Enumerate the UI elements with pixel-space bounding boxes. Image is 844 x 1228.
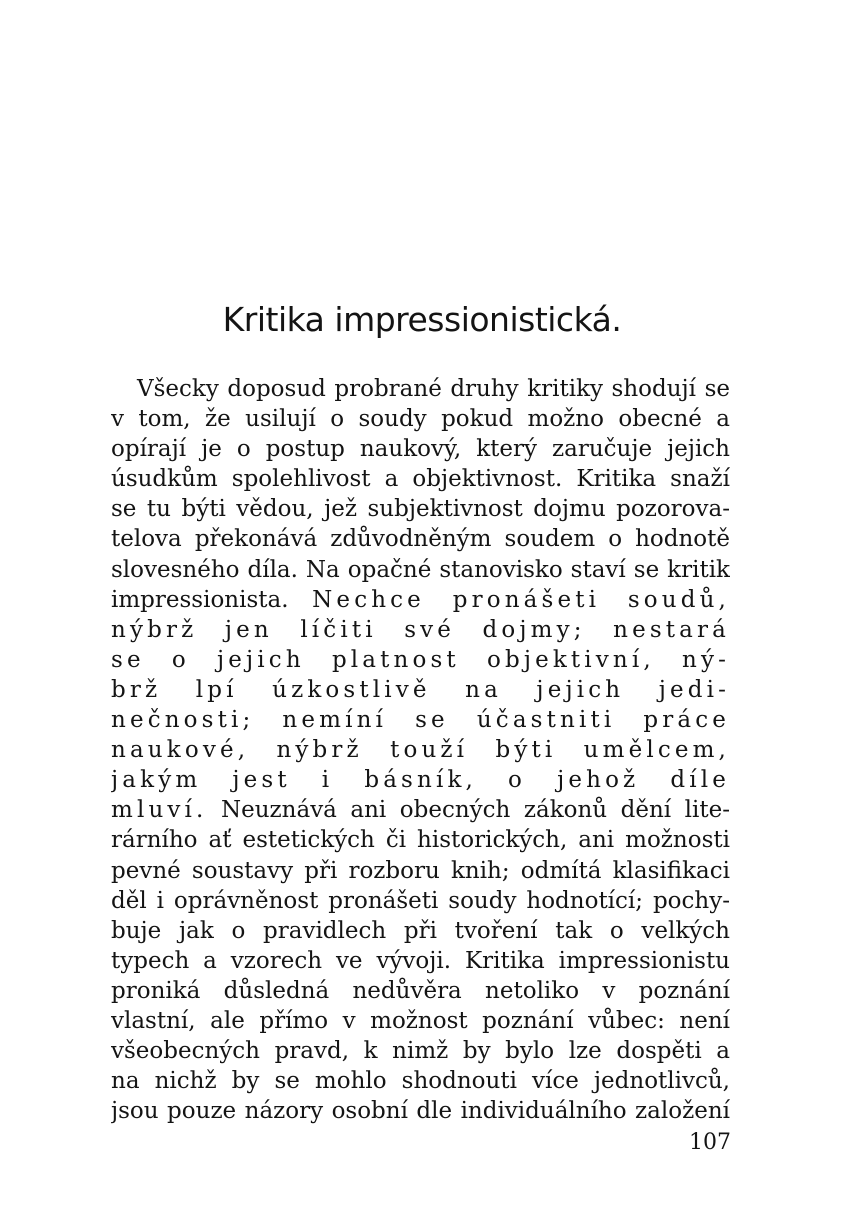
spaced-emphasis-text: jakým jest i básník, o jehož díle <box>111 767 730 794</box>
text-line <box>111 705 730 735</box>
text-line <box>111 856 730 886</box>
text-line <box>111 675 730 705</box>
text-segment: jsou pouze názory osobní dle individuálního založení <box>111 1098 730 1125</box>
text-segment: impressionista. <box>111 586 313 613</box>
text-segment: vlastní, ale přímo v možnost poznání vůbec: není <box>111 1007 730 1034</box>
text-line <box>111 555 730 585</box>
text-line <box>111 1066 730 1096</box>
spaced-emphasis-text: se o jejich platnost objektivní, ný- <box>111 646 730 673</box>
text-line <box>111 374 730 404</box>
text-segment: se tu býti vědou, jež subjektivnost dojmu pozorova- <box>111 496 730 523</box>
text-segment: úsudkům spolehlivost a objektivnost. Kritika snaží <box>111 466 730 493</box>
spaced-emphasis-text: naukové, nýbrž touží býti umělcem, <box>111 737 730 764</box>
text-line <box>111 976 730 1006</box>
text-segment: slovesného díla. Na opačné stanovisko staví se kritik <box>111 556 730 583</box>
text-line <box>111 585 730 615</box>
spaced-emphasis-text: nečnosti; nemíní se účastniti práce <box>111 707 730 734</box>
text-segment: proniká důsledná nedůvěra netoliko v poznání <box>111 977 730 1004</box>
text-line <box>111 615 730 645</box>
text-segment: typech a vzorech ve vývoji. Kritika impressionistu <box>111 947 730 974</box>
text-line <box>111 1006 730 1036</box>
spaced-emphasis-text: mluví. <box>111 797 208 824</box>
chapter-title: Kritika impressionistická. <box>222 300 622 339</box>
text-line <box>111 404 730 434</box>
text-line <box>111 825 730 855</box>
text-line <box>111 765 730 795</box>
text-segment: telova překonává zdůvodněným soudem o hodnotě <box>111 526 730 553</box>
text-line <box>111 494 730 524</box>
text-line <box>111 1096 730 1126</box>
text-segment: Neuznává ani obecných zákonů dění lite- <box>207 797 730 824</box>
text-line <box>111 645 730 675</box>
page-number: 107 <box>689 1130 731 1155</box>
text-line <box>111 524 730 554</box>
body-paragraph <box>111 374 730 1126</box>
text-segment: děl i oprávněnost pronášeti soudy hodnotící; pochy- <box>111 887 730 914</box>
text-line <box>111 946 730 976</box>
text-segment: buje jak o pravidlech při tvoření tak o velkých <box>111 917 730 944</box>
text-line <box>111 1036 730 1066</box>
spaced-emphasis-text: nýbrž jen líčiti své dojmy; nestará <box>111 616 730 643</box>
text-segment: všeobecných pravd, k nimž by bylo lze dospěti a <box>111 1038 730 1065</box>
text-segment: rárního ať estetických či historických, ani možnosti <box>111 827 730 854</box>
text-segment: v tom, že usilují o soudy pokud možno obecné a <box>111 406 730 433</box>
text-segment: na nichž by se mohlo shodnouti více jednotlivců, <box>111 1068 730 1095</box>
text-segment: Všecky doposud probrané druhy kritiky shodují se <box>137 376 730 402</box>
text-segment: pevné soustavy při rozboru knih; odmítá klasifikaci <box>111 857 730 884</box>
text-segment: opírají je o postup naukový, který zaručuje jejich <box>111 436 730 463</box>
spaced-emphasis-text: brž lpí úzkostlivě na jejich jedi- <box>111 676 730 703</box>
text-line <box>111 795 730 825</box>
text-line <box>111 886 730 916</box>
text-line <box>111 464 730 494</box>
text-line <box>111 735 730 765</box>
spaced-emphasis-text: Nechce pronášeti soudů, <box>312 586 730 613</box>
text-line <box>111 434 730 464</box>
text-line <box>111 916 730 946</box>
